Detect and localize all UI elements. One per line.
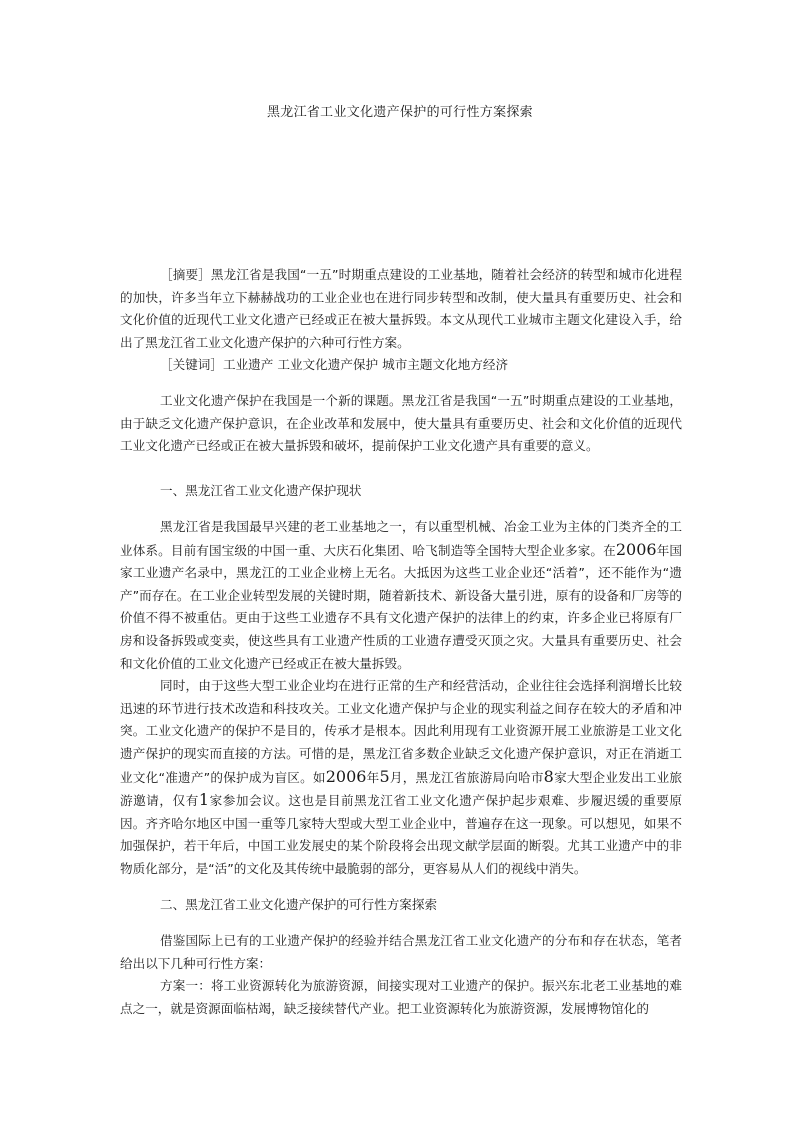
intro-paragraph: 工业文化遗产保护在我国是一个新的课题。黑龙江省是我国“一五”时期重点建设的工业基地，由于缺乏文化遗产保护意识，在企业改革和发展中，使大量具有重要历史、社会和文化价值的近现代工业文化遗产已经或正在被大量拆毁和破坏，提前保护工业文化遗产具有重要的意义。 [120,393,682,454]
section2-heading: 二、黑龙江省工业文化遗产保护的可行性方案探索 [160,897,438,912]
s1p2-text-d: 家大型企业发出工业旅游邀请，仅有 [120,769,683,809]
section2-paragraph-1: 借鉴国际上已有的工业遗产保护的经验并结合黑龙江省工业文化遗产的分布和存在状态，笔者给出以下几种可行性方案： [120,933,682,971]
section1-paragraph-1 [120,516,682,675]
s1p2-count-eight: 8 [543,766,554,786]
s1p1-text-a: 黑龙江省是我国最早兴建的老工业基地之一，有以重型机械、冶金工业为主体的门类齐全的工业体系。目前有国宝级的中国一重、大庆石化集团、哈飞制造等全国特大型企业多家。在 [120,519,682,558]
s1p2-text-a: 同时，由于这些大型工业企业均在进行正常的生产和经营活动，企业往往会选择利润增长比较迅速的环节进行技术改造和科技攻关。工业文化遗产保护与企业的现实利益之间存在较大的矛盾和冲突。工业文化遗产的保护不是目的，传承才是根本。因此利用现有工业资源开展工业旅游是工业文化遗产保护的现实而直接的方法。可惜的是，黑龙江省多数企业缺乏文化遗产保护意识，对正在消逝工业文化“准遗产”的保护成为盲区。如 [120,678,682,785]
keywords-paragraph: ［关键词］工业遗产 工业文化遗产保护 城市主题文化地方经济 [160,357,509,373]
section1-body [120,516,682,881]
s1p2-text-e: 家参加会议。这也是目前黑龙江省工业文化遗产保护起步艰难、步履迟缓的重要原因。齐齐哈尔地区中国一重等几家特大型或大型工业企业中，普遍存在这一现象。可以想见，如果不加强保护，若干年后，中国工业发展史的某个阶段将会出现文献学层面的断裂。尤其工业遗产中的非物质化部分，是“活”的文化及其传统中最脆弱的部分，更容易从人们的视线中消失。 [120,793,683,876]
s1p2-text-c: 月，黑龙江省旅游局向哈市 [389,769,544,785]
s1p2-year: 2006 [325,766,367,786]
section1-paragraph-2 [120,675,682,880]
section2-body [120,930,682,1020]
section1-heading: 一、黑龙江省工业文化遗产保护现状 [160,483,362,498]
s1p2-text-b: 年 [366,769,380,785]
section2-paragraph-2: 方案一：将工业资源转化为旅游资源，间接实现对工业遗产的保护。振兴东北老工业基地的难点之一，就是资源面临枯竭，缺乏接续替代产业。把工业资源转化为旅游资源，发展博物馆化的 [120,978,682,1016]
intro-block [120,390,682,458]
abstract-paragraph: ［摘要］黑龙江省是我国“一五”时期重点建设的工业基地，随着社会经济的转型和城市化进程的加快，许多当年立下赫赫战功的工业企业也在进行同步转型和改制，使大量具有重要历史、社会和文化价值的近现代工业文化遗产已经或正在被大量拆毁。本文从现代工业城市主题文化建设入手，给出了黑龙江省工业文化遗产保护的六种可行性方案。 [120,267,682,350]
s1p1-year: 2006 [615,539,657,559]
s1p1-text-b: 年国家工业遗产名录中，黑龙江的工业企业榜上无名。大抵因为这些工业企业还“活着”，还不能作为“遗产”而存在。在工业企业转型发展的关键时期，随着新技术、新设备大量引进，原有的设备和厂房等的价值不得不被重估。更由于这些工业遗存不具有文化遗产保护的法律上的约束，许多企业已将原有厂房和设备拆毁或变卖，使这些具有工业遗产性质的工业遗存遭受灭顶之灾。大量具有重要历史、社会和文化价值的工业文化遗产已经或正在被大量拆毁。 [120,542,683,671]
abstract-block [120,264,682,377]
s1p2-month: 5 [379,766,390,786]
s1p2-count-one: 1 [198,790,210,810]
document-title: 黑龙江省工业文化遗产保护的可行性方案探索 [266,105,533,120]
